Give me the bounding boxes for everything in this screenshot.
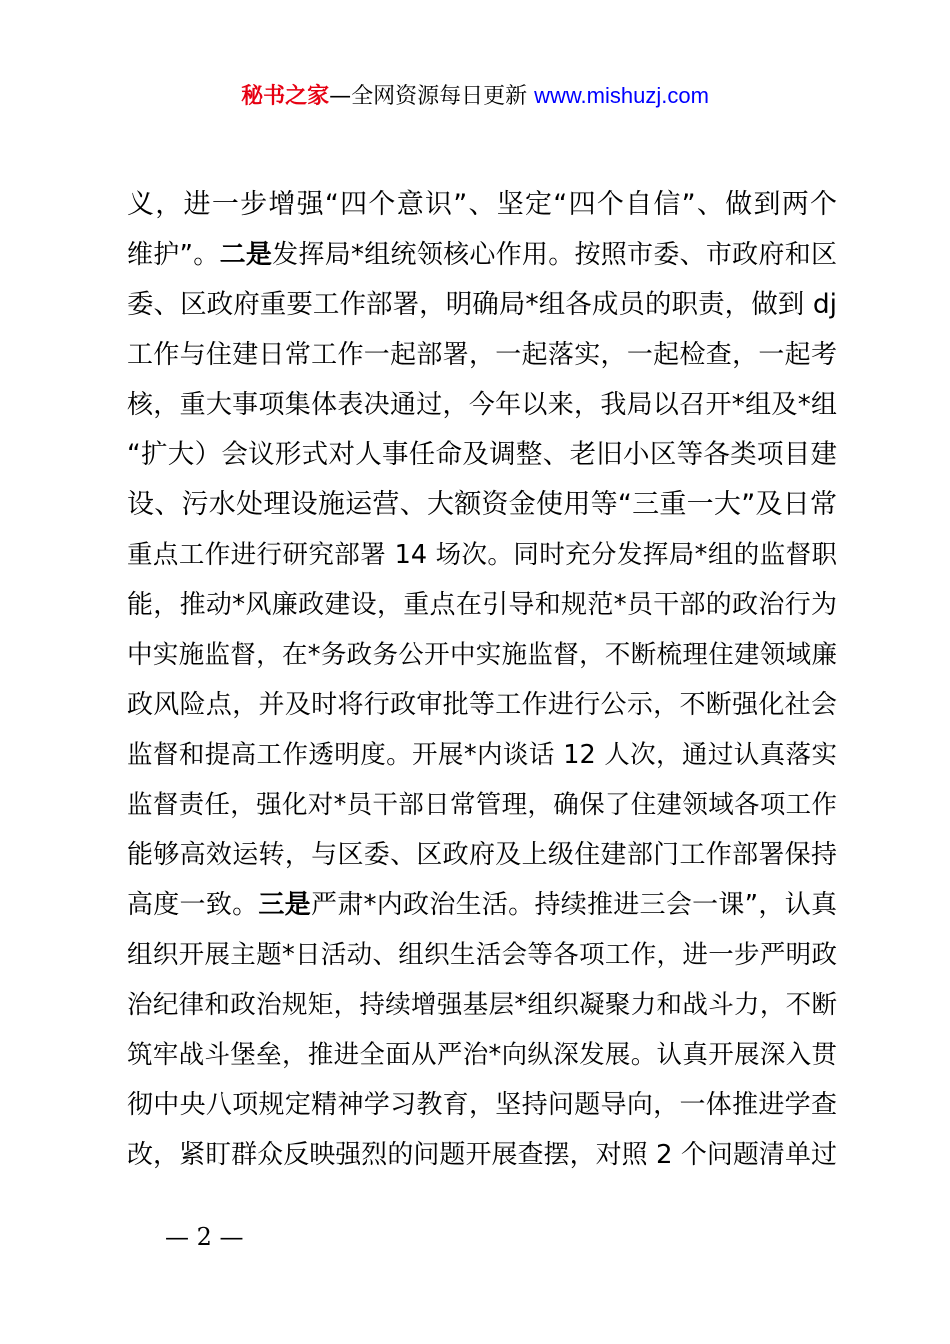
bold-heading: 三是 (258, 890, 311, 920)
text-line: 重点工作进行研究部署 14 场次。同时充分发挥局*组的监督职 (127, 540, 837, 570)
text-line: 监督责任，强化对*员干部日常管理，确保了住建领域各项工作 (127, 790, 837, 820)
text-line: 改，紧盯群众反映强烈的问题开展查摆，对照 2 个问题清单过 (127, 1140, 837, 1170)
document-body (127, 180, 837, 1180)
site-header (0, 78, 950, 115)
text-line: 筑牢战斗堡垒，推进全面从严治*向纵深发展。认真开展深入贯 (127, 1040, 837, 1070)
page-number: — 2 — (165, 1223, 244, 1251)
text-line: 能够高效运转，与区委、区政府及上级住建部门工作部署保持 (127, 840, 837, 870)
bold-heading: 二是 (219, 240, 273, 270)
text-segment: 严肃*内政治生活。持续推进三会一课”，认真 (310, 890, 837, 920)
text-line (127, 230, 837, 280)
text-line: 能，推动*风廉政建设，重点在引导和规范*员干部的政治行为 (127, 590, 837, 620)
text-line: 监督和提高工作透明度。开展*内谈话 12 人次，通过认真落实 (127, 740, 837, 770)
text-line: 核，重大事项集体表决通过，今年以来，我局以召开*组及*组 (127, 390, 837, 420)
text-line: 设、污水处理设施运营、大额资金使用等“三重一大”及日常 (127, 489, 837, 520)
text-segment: 维护”。 (127, 240, 220, 270)
text-line (127, 880, 837, 930)
text-line: 政风险点，并及时将行政审批等工作进行公示，不断强化社会 (127, 690, 837, 720)
text-line: 治纪律和政治规矩，持续增强基层*组织凝聚力和战斗力，不断 (127, 990, 837, 1020)
brand-name: 秘书之家 (241, 84, 330, 109)
header-slogan: —全网资源每日更新 (329, 84, 528, 109)
text-segment: 高度一致。 (127, 890, 259, 920)
text-line: 组织开展主题*日活动、组织生活会等各项工作，进一步严明政 (127, 940, 837, 970)
text-segment: 发挥局*组统领核心作用。按照市委、市政府和区 (272, 240, 837, 270)
site-url-link[interactable]: www.mishuzj.com (534, 83, 709, 108)
text-line: 委、区政府重要工作部署，明确局*组各成员的职责，做到 dj (127, 289, 837, 320)
text-line: 彻中央八项规定精神学习教育，坚持问题导向，一体推进学查 (127, 1090, 837, 1120)
text-line: 中实施监督，在*务政务公开中实施监督，不断梳理住建领域廉 (127, 640, 837, 670)
text-line: “扩大）会议形式对人事任命及调整、老旧小区等各类项目建 (127, 439, 837, 470)
text-line: 工作与住建日常工作一起部署，一起落实，一起检查，一起考 (127, 340, 837, 370)
text-line: 义，进一步增强“四个意识”、坚定“四个自信”、做到两个 (127, 189, 837, 220)
